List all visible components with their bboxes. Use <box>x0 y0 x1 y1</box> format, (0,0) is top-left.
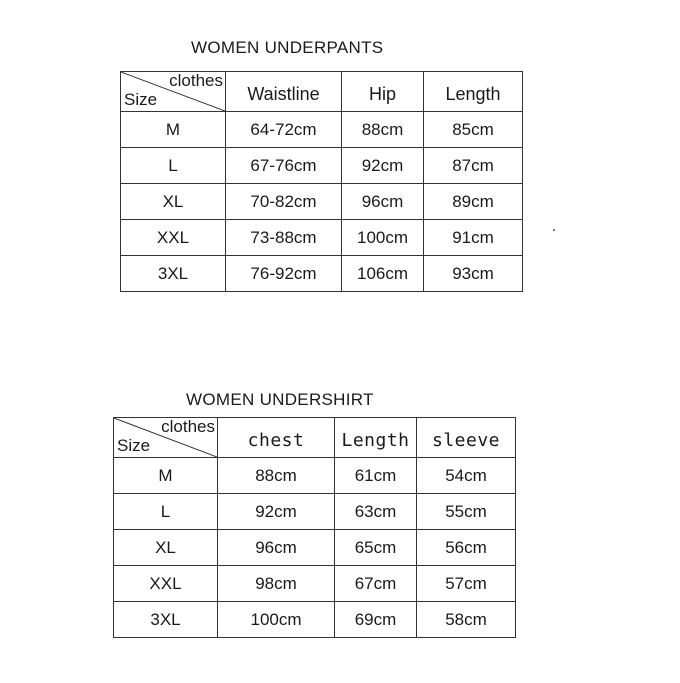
value-cell: 61cm <box>335 458 417 494</box>
size-cell: 3XL <box>121 256 226 292</box>
value-cell: 100cm <box>218 602 335 638</box>
size-cell: XXL <box>121 220 226 256</box>
value-cell: 69cm <box>335 602 417 638</box>
value-cell: 58cm <box>417 602 516 638</box>
undershirt-corner-cell <box>114 418 218 458</box>
value-cell: 98cm <box>218 566 335 602</box>
corner-label-clothes: clothes <box>161 417 215 436</box>
size-cell: M <box>114 458 218 494</box>
underpants-title: WOMEN UNDERPANTS <box>191 38 384 57</box>
value-cell: 54cm <box>417 458 516 494</box>
table-row <box>121 256 523 292</box>
table-row <box>121 148 523 184</box>
undershirt-title: WOMEN UNDERSHIRT <box>186 390 374 409</box>
value-cell: 96cm <box>218 530 335 566</box>
header-length: Length <box>424 72 523 112</box>
value-cell: 57cm <box>417 566 516 602</box>
value-cell: 63cm <box>335 494 417 530</box>
value-cell: 85cm <box>424 112 523 148</box>
value-cell: 88cm <box>342 112 424 148</box>
value-cell: 76-92cm <box>226 256 342 292</box>
header-sleeve: sleeve <box>417 418 516 458</box>
size-cell: XL <box>121 184 226 220</box>
header-hip: Hip <box>342 72 424 112</box>
header-chest: chest <box>218 418 335 458</box>
table-row <box>121 220 523 256</box>
header-waistline: Waistline <box>226 72 342 112</box>
undershirt-size-table <box>113 417 516 638</box>
value-cell: 100cm <box>342 220 424 256</box>
size-cell: L <box>114 494 218 530</box>
value-cell: 89cm <box>424 184 523 220</box>
stray-dot <box>553 229 555 231</box>
value-cell: 56cm <box>417 530 516 566</box>
table-row <box>121 184 523 220</box>
underpants-corner-cell <box>121 72 226 112</box>
table-row <box>114 602 516 638</box>
table-row <box>114 494 516 530</box>
value-cell: 87cm <box>424 148 523 184</box>
size-cell: XL <box>114 530 218 566</box>
table-row <box>114 566 516 602</box>
table-row <box>114 458 516 494</box>
header-length: Length <box>335 418 417 458</box>
size-cell: 3XL <box>114 602 218 638</box>
size-cell: XXL <box>114 566 218 602</box>
value-cell: 67cm <box>335 566 417 602</box>
size-cell: L <box>121 148 226 184</box>
table-row <box>121 112 523 148</box>
value-cell: 65cm <box>335 530 417 566</box>
value-cell: 70-82cm <box>226 184 342 220</box>
value-cell: 106cm <box>342 256 424 292</box>
corner-label-size: Size <box>124 90 158 109</box>
corner-label-size: Size <box>117 436 151 455</box>
value-cell: 93cm <box>424 256 523 292</box>
underpants-size-table <box>120 71 523 292</box>
underpants-header-row <box>121 72 523 112</box>
value-cell: 92cm <box>342 148 424 184</box>
value-cell: 88cm <box>218 458 335 494</box>
undershirt-header-row <box>114 418 516 458</box>
corner-label-clothes: clothes <box>169 71 223 90</box>
value-cell: 92cm <box>218 494 335 530</box>
table-row <box>114 530 516 566</box>
size-cell: M <box>121 112 226 148</box>
value-cell: 67-76cm <box>226 148 342 184</box>
value-cell: 73-88cm <box>226 220 342 256</box>
value-cell: 64-72cm <box>226 112 342 148</box>
value-cell: 96cm <box>342 184 424 220</box>
value-cell: 55cm <box>417 494 516 530</box>
value-cell: 91cm <box>424 220 523 256</box>
